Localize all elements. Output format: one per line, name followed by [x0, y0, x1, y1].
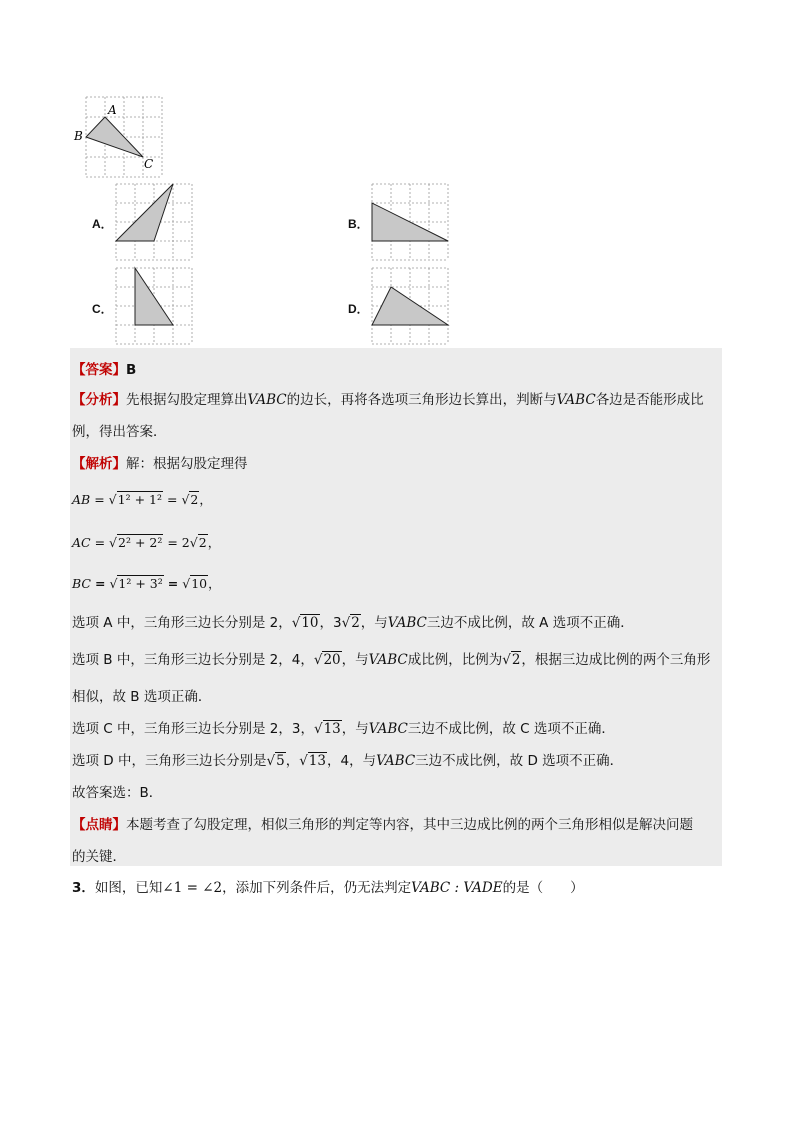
option-b-label: B． [348, 217, 369, 231]
formula-ab: AB = √1² + 1² = √2， [72, 492, 212, 507]
option-b-figure [370, 182, 450, 262]
solution-option-c: 选项 C 中，三角形三边长分别是 2，3，√13，与VABC三边不成比例，故 C 选项不正确． [72, 721, 615, 737]
solution-intro-line: 【解析】解：根据勾股定理得 [72, 456, 248, 472]
answer-value: B [126, 362, 137, 378]
solution-option-b-2: 相似，故 B 选项正确． [72, 689, 212, 705]
option-d-label: D． [348, 302, 369, 316]
analysis-line-1: 【分析】先根据勾股定理算出VABC的边长，再将各选项三角形边长算出，判断与VABC各边是否能形成比 [72, 392, 704, 408]
original-triangle-figure [70, 92, 170, 182]
vertex-label-b: B [74, 129, 83, 143]
option-d-figure [370, 266, 450, 346]
solution-option-d: 选项 D 中，三角形三边长分别是√5，√13，4，与VABC三边不成比例，故 D 选项不正确． [72, 753, 624, 769]
solution-final: 故答案选：B． [72, 785, 163, 801]
vertex-label-c: C [144, 157, 154, 171]
answer-block-background [70, 348, 722, 866]
option-c-label: C． [92, 302, 113, 316]
solution-option-b-1: 选项 B 中，三角形三边长分别是 2，4，√20，与VABC成比例，比例为√2，根据三边成比例的两个三角形 [72, 652, 711, 668]
question-3: 3．如图，已知∠1 = ∠2，添加下列条件后，仍无法判定VABC : VADE的是（ ） [72, 880, 584, 896]
solution-option-a: 选项 A 中，三角形三边长分别是 2，√10，3√2，与VABC三边不成比例，故 A 选项不正确． [72, 615, 634, 631]
comment-line-2: 的关键． [72, 849, 126, 865]
option-c-figure [114, 266, 194, 346]
option-a-label: A． [92, 217, 113, 231]
formula-ac: AC = √2² + 2² = 2√2， [72, 535, 221, 550]
answer-line: 【答案】B [72, 362, 137, 378]
option-a-figure [114, 182, 194, 262]
vertex-label-a: A [108, 103, 117, 117]
analysis-line-2: 例，得出答案． [72, 424, 167, 440]
formula-bc: BC = √1² + 3² = √10， [72, 576, 221, 591]
comment-line-1: 【点睛】本题考查了勾股定理，相似三角形的判定等内容，其中三边成比例的两个三角形相似是解决问题 [72, 817, 693, 833]
